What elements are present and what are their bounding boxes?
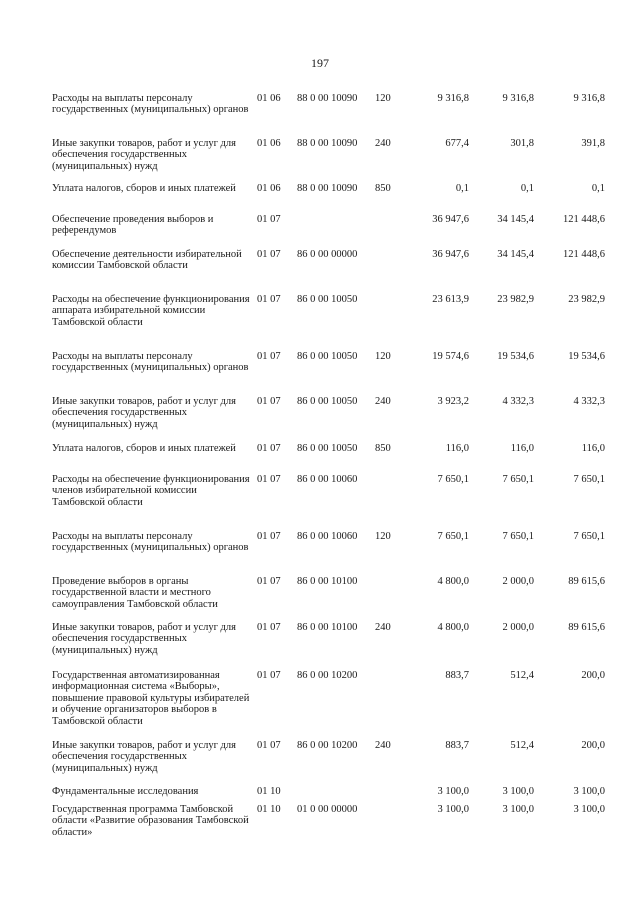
row-description: Иные закупки товаров, работ и услуг для обеспечения государственных (муниципальных) нужд xyxy=(52,138,236,172)
row-description: Иные закупки товаров, работ и услуг для обеспечения государственных (муниципальных) нужд xyxy=(52,396,236,430)
amount-year-2: 34 145,4 xyxy=(497,249,534,260)
row-description: Фундаментальные исследования xyxy=(52,786,199,797)
expense-type-code: 240 xyxy=(375,138,391,149)
amount-year-2: 3 100,0 xyxy=(502,786,534,797)
row-description: Расходы на выплаты персоналу государственных (муниципальных) органов xyxy=(52,351,249,374)
amount-year-3: 200,0 xyxy=(581,740,605,751)
expense-type-code: 240 xyxy=(375,622,391,633)
section-code: 01 07 xyxy=(257,474,281,485)
row-description: Иные закупки товаров, работ и услуг для обеспечения государственных (муниципальных) нужд xyxy=(52,740,236,774)
amount-year-3: 23 982,9 xyxy=(568,294,605,305)
target-item-code: 88 0 00 10090 xyxy=(297,183,358,194)
section-code: 01 07 xyxy=(257,531,281,542)
target-item-code: 86 0 00 00000 xyxy=(297,249,358,260)
target-item-code: 86 0 00 10200 xyxy=(297,670,358,681)
amount-year-2: 4 332,3 xyxy=(502,396,534,407)
amount-year-3: 7 650,1 xyxy=(573,474,605,485)
amount-year-3: 89 615,6 xyxy=(568,622,605,633)
row-description: Уплата налогов, сборов и иных платежей xyxy=(52,183,236,194)
row-description: Расходы на выплаты персоналу государственных (муниципальных) органов xyxy=(52,531,249,554)
page-number: 197 xyxy=(311,56,329,70)
amount-year-3: 121 448,6 xyxy=(563,249,605,260)
target-item-code: 86 0 00 10050 xyxy=(297,351,358,362)
amount-year-2: 3 100,0 xyxy=(502,804,534,815)
amount-year-3: 7 650,1 xyxy=(573,531,605,542)
expense-type-code: 120 xyxy=(375,351,391,362)
row-description: Государственная программа Тамбовской области «Развитие образования Тамбовской области» xyxy=(52,804,249,838)
section-code: 01 06 xyxy=(257,183,281,194)
amount-year-1: 19 574,6 xyxy=(432,351,469,362)
expense-type-code: 240 xyxy=(375,740,391,751)
row-description: Проведение выборов в органы государственной власти и местного самоуправления Тамбовской области xyxy=(52,576,218,610)
amount-year-3: 200,0 xyxy=(581,670,605,681)
section-code: 01 10 xyxy=(257,804,281,815)
amount-year-1: 4 800,0 xyxy=(437,622,469,633)
section-code: 01 07 xyxy=(257,351,281,362)
amount-year-3: 3 100,0 xyxy=(573,804,605,815)
amount-year-1: 4 800,0 xyxy=(437,576,469,587)
row-description: Уплата налогов, сборов и иных платежей xyxy=(52,443,236,454)
target-item-code: 86 0 00 10060 xyxy=(297,531,358,542)
target-item-code: 86 0 00 10050 xyxy=(297,396,358,407)
expense-type-code: 120 xyxy=(375,531,391,542)
amount-year-2: 7 650,1 xyxy=(502,531,534,542)
section-code: 01 10 xyxy=(257,786,281,797)
amount-year-3: 89 615,6 xyxy=(568,576,605,587)
amount-year-2: 34 145,4 xyxy=(497,214,534,225)
section-code: 01 06 xyxy=(257,138,281,149)
section-code: 01 07 xyxy=(257,576,281,587)
amount-year-3: 19 534,6 xyxy=(568,351,605,362)
amount-year-2: 19 534,6 xyxy=(497,351,534,362)
row-description: Обеспечение проведения выборов и референдумов xyxy=(52,214,214,237)
amount-year-3: 4 332,3 xyxy=(573,396,605,407)
amount-year-2: 301,8 xyxy=(510,138,534,149)
amount-year-1: 7 650,1 xyxy=(437,474,469,485)
target-item-code: 88 0 00 10090 xyxy=(297,138,358,149)
row-description: Расходы на выплаты персоналу государственных (муниципальных) органов xyxy=(52,93,249,116)
target-item-code: 86 0 00 10100 xyxy=(297,622,358,633)
amount-year-1: 23 613,9 xyxy=(432,294,469,305)
target-item-code: 01 0 00 00000 xyxy=(297,804,358,815)
row-description: Расходы на обеспечение функционирования членов избирательной комиссии Тамбовской области xyxy=(52,474,250,508)
section-code: 01 07 xyxy=(257,622,281,633)
amount-year-3: 9 316,8 xyxy=(573,93,605,104)
amount-year-1: 3 100,0 xyxy=(437,786,469,797)
section-code: 01 07 xyxy=(257,740,281,751)
amount-year-2: 116,0 xyxy=(510,443,534,454)
amount-year-3: 121 448,6 xyxy=(563,214,605,225)
expense-type-code: 120 xyxy=(375,93,391,104)
row-description: Иные закупки товаров, работ и услуг для обеспечения государственных (муниципальных) нужд xyxy=(52,622,236,656)
amount-year-3: 116,0 xyxy=(581,443,605,454)
section-code: 01 07 xyxy=(257,214,281,225)
amount-year-2: 9 316,8 xyxy=(502,93,534,104)
amount-year-2: 23 982,9 xyxy=(497,294,534,305)
amount-year-2: 512,4 xyxy=(510,670,534,681)
amount-year-1: 3 923,2 xyxy=(437,396,469,407)
section-code: 01 07 xyxy=(257,443,281,454)
section-code: 01 07 xyxy=(257,670,281,681)
expense-type-code: 850 xyxy=(375,183,391,194)
expense-type-code: 240 xyxy=(375,396,391,407)
target-item-code: 86 0 00 10050 xyxy=(297,294,358,305)
section-code: 01 07 xyxy=(257,396,281,407)
amount-year-1: 9 316,8 xyxy=(437,93,469,104)
expense-type-code: 850 xyxy=(375,443,391,454)
amount-year-1: 36 947,6 xyxy=(432,214,469,225)
amount-year-1: 0,1 xyxy=(455,183,469,194)
target-item-code: 86 0 00 10200 xyxy=(297,740,358,751)
amount-year-1: 7 650,1 xyxy=(437,531,469,542)
amount-year-3: 0,1 xyxy=(591,183,605,194)
target-item-code: 86 0 00 10100 xyxy=(297,576,358,587)
target-item-code: 86 0 00 10060 xyxy=(297,474,358,485)
amount-year-1: 116,0 xyxy=(445,443,469,454)
amount-year-1: 883,7 xyxy=(445,740,469,751)
amount-year-2: 2 000,0 xyxy=(502,622,534,633)
section-code: 01 07 xyxy=(257,294,281,305)
amount-year-1: 3 100,0 xyxy=(437,804,469,815)
amount-year-1: 36 947,6 xyxy=(432,249,469,260)
amount-year-3: 3 100,0 xyxy=(573,786,605,797)
section-code: 01 06 xyxy=(257,93,281,104)
target-item-code: 88 0 00 10090 xyxy=(297,93,358,104)
amount-year-1: 883,7 xyxy=(445,670,469,681)
amount-year-1: 677,4 xyxy=(445,138,469,149)
row-description: Обеспечение деятельности избирательной комиссии Тамбовской области xyxy=(52,249,242,272)
target-item-code: 86 0 00 10050 xyxy=(297,443,358,454)
section-code: 01 07 xyxy=(257,249,281,260)
amount-year-3: 391,8 xyxy=(581,138,605,149)
amount-year-2: 0,1 xyxy=(520,183,534,194)
row-description: Расходы на обеспечение функционирования аппарата избирательной комиссии Тамбовской области xyxy=(52,294,250,328)
amount-year-2: 7 650,1 xyxy=(502,474,534,485)
row-description: Государственная автоматизированная информационная система «Выборы», повышение правовой культуры избирателей и обучение организаторов выборов в Тамбовской области xyxy=(52,670,250,727)
amount-year-2: 512,4 xyxy=(510,740,534,751)
amount-year-2: 2 000,0 xyxy=(502,576,534,587)
